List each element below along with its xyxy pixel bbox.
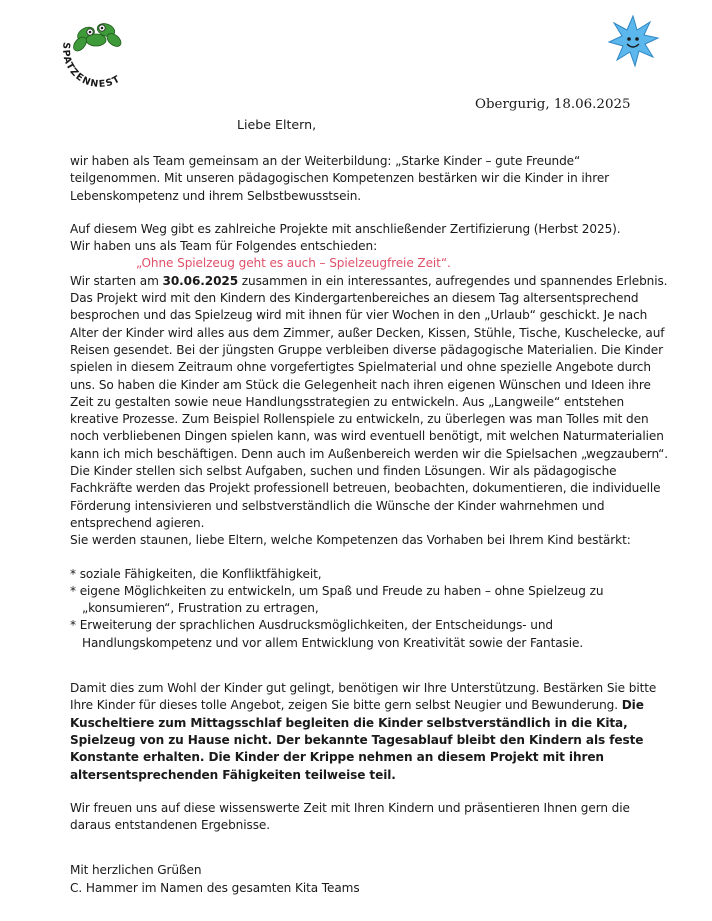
details-intro: Wir starten am — [70, 273, 163, 288]
details-text: zusammen in ein interessantes, aufregendes und spannendes Erlebnis. Das Projekt wird mit den Kindern des Kindergartenbereiches an diesem Tag altersentsprechend besprochen und das Spielzeug wird mit ihnen für vier Wochen in den „Urlaub“ geschickt. Je nach Alter der Kinder wird alles aus dem Zimmer, außer Decken, Kissen, Stühle, Tische, Kuschelecke, auf Reisen gesendet. Bei der jüngsten Gruppe verbleiben diverse pädagogische Materialien. Die Kinder spielen in diesem Zeitraum ohne vorgefertigtes Spielmaterial und ohne spezielle Angebote durch uns. So haben die Kinder am Stück die Gelegenheit nach ihren eigenen Wünschen und Ideen ihre Zeit zu gestalten sowie neue Handlungsstrategien zu entwickeln. Aus „Langweile“ entstehen kreative Prozesse. Zum Beispiel Rollenspiele zu entwickeln, zu überlegen was man Tolles mit den noch verbliebenen Dingen spielen kann, was wird eventuell benötigt, mit welchen Naturmaterialien kann ich mich beschäftigen. Denn auch im Außenbereich werden wir die Spielsachen „wegzaubern“. Die Kinder stellen sich selbst Aufgaben, suchen und finden Lösungen. Wir als pädagogische Fachkräfte werden das Projekt professionell betreuen, beobachten, dokumentieren, die individuelle Förderung intensivieren und selbstverständlich die Wünsche der Kinder wahrnehmen und entsprechend agieren. — [70, 273, 669, 530]
date-line: Obergurig, 18.06.2025 — [475, 97, 631, 112]
logo-text: SPATZENNEST — [59, 41, 123, 91]
paragraph-intro: wir haben als Team gemeinsam an der Weiterbildung: „Starke Kinder – gute Freunde“ teilgenommen. Mit unseren pädagogischen Kompetenzen bestärken wir die Kinder in ihrer Lebenskompetenz und ihrem Selbstbewusstsein. — [70, 154, 610, 203]
signature: C. Hammer im Namen des gesamten Kita Teams — [70, 880, 360, 895]
greeting: Liebe Eltern, — [237, 117, 317, 132]
paragraph-closing-wish: Wir freuen uns auf diese wissenswerte Zeit mit Ihren Kindern und präsentieren Ihnen gern die daraus entstandenen Ergebnisse. — [70, 800, 630, 833]
paragraph-decision: Wir haben uns als Team für Folgendes entschieden: — [70, 239, 378, 254]
closing: Mit herzlichen Grüßen — [70, 863, 202, 878]
paragraph-projects: Auf diesem Weg gibt es zahlreiche Projekte mit anschließender Zertifizierung (Herbst 2025). — [70, 221, 621, 236]
smiling-star-icon — [606, 14, 660, 68]
list-item: * soziale Fähigkeiten, die Konfliktfähigkeit, — [70, 566, 322, 581]
letter-body — [70, 153, 670, 897]
start-date: 30.06.2025 — [162, 273, 239, 288]
support-text: Damit dies zum Wohl der Kinder gut gelingt, benötigen wir Ihre Unterstützung. Bestärken Sie bitte Ihre Kinder für dieses tolle Angebot, zeigen Sie bitte gern selbst Neugier und Bewunderung. — [70, 681, 657, 713]
paragraph-details — [70, 273, 670, 532]
list-item: * eigene Möglichkeiten zu entwickeln, um Spaß und Freude zu haben – ohne Spielzeug zu „konsumieren“, Frustration zu ertragen, — [70, 583, 604, 616]
list-item: * Erweiterung der sprachlichen Ausdrucksmöglichkeiten, der Entscheidungs- und Handlungskompetenz und vor allem Entwicklung von Kreativität sowie der Fantasie. — [70, 618, 584, 650]
project-title: „Ohne Spielzeug geht es auch – Spielzeugfreie Zeit“. — [136, 256, 451, 271]
sparrow-nest-logo — [56, 14, 142, 96]
paragraph-support — [70, 680, 670, 784]
paragraph-competences: Sie werden staunen, liebe Eltern, welche Kompetenzen das Vorhaben bei Ihrem Kind bestärkt: — [70, 533, 631, 548]
support-bold-text: Die Kuscheltiere zum Mittagsschlaf begleiten die Kinder selbstverständlich in die Kita, Spielzeug von zu Hause nicht. Der bekannte Tagesablauf bleibt den Kindern als feste Konstante erhalten. Die Kinder der Krippe nehmen an diesem Projekt mit ihren altersentsprechenden Fähigkeiten teilweise teil. — [70, 698, 644, 782]
competence-list — [70, 566, 670, 652]
